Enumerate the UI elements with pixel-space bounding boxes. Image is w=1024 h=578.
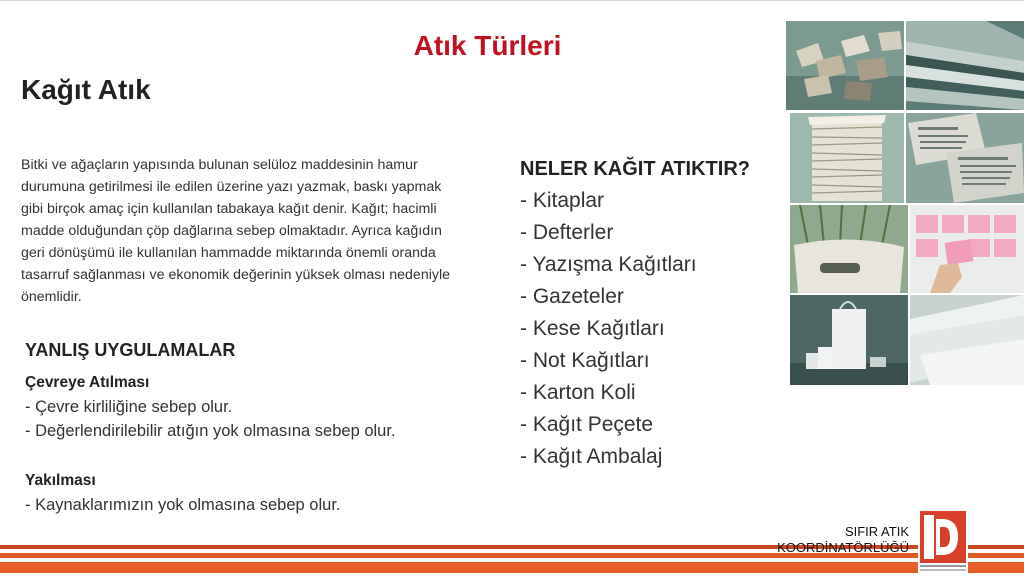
sticky-notes-image (910, 205, 1024, 293)
section-heading: Kağıt Atık (21, 74, 151, 105)
wrong-practices-heading: YANLIŞ UYGULAMALAR (25, 340, 236, 360)
newspapers-image (906, 113, 1024, 203)
littering-subheading: Çevreye Atılması (25, 374, 150, 391)
paragraph-line: tasarruf sağlanması ve ekonomik değerinin yüksek olması nedeniyle (21, 267, 450, 283)
paper-waste-item: - Yazışma Kağıtları (520, 253, 697, 276)
paragraph-line: durumuna getirilmesi ile edilen üzerine yazı yazmak, baskı yapmak (21, 179, 442, 195)
paper-waste-item: - Not Kağıtları (520, 349, 650, 372)
paper-waste-list (520, 158, 780, 473)
paper-waste-item: - Karton Koli (520, 381, 636, 404)
university-logo (918, 509, 968, 573)
paragraph-line: önemlidir. (21, 289, 82, 305)
description-paragraph (21, 154, 491, 308)
top-divider (0, 0, 1024, 1)
paper-waste-heading: NELER KAĞIT ATIKTIR? (520, 158, 750, 180)
paper-waste-item: - Defterler (520, 221, 614, 244)
paper-image-collage (786, 21, 1024, 385)
paragraph-line: geri dönüşümü ile kullanılan hammadde miktarında önemli oranda (21, 245, 436, 261)
coordination-label (777, 524, 909, 556)
burning-item: - Kaynaklarımızın yok olmasına sebep olur. (25, 496, 341, 514)
paper-bag-cups-image (790, 295, 908, 385)
cotton-basket-image (790, 205, 908, 293)
slide-title: Atık Türleri (413, 30, 562, 61)
burning-subheading: Yakılması (25, 472, 96, 489)
paragraph-line: Bitki ve ağaçların yapısında bulunan selüloz maddesinin hamur (21, 157, 418, 173)
littering-item: - Çevre kirliliğine sebep olur. (25, 398, 233, 416)
stacked-magazines-image (906, 21, 1024, 110)
paper-waste-item: - Kitaplar (520, 189, 605, 212)
paragraph-line: gibi birçok amaç için kullanılan tabakaya kağıt denir. Kağıt; hacimli (21, 201, 437, 217)
paper-waste-item: - Kağıt Peçete (520, 413, 654, 436)
paper-waste-item: - Kağıt Ambalaj (520, 445, 663, 468)
coordination-line1: SIFIR ATIK (844, 524, 909, 539)
paper-waste-item: - Kese Kağıtları (520, 317, 665, 340)
wrong-practices-section (25, 340, 495, 517)
paragraph-line: madde olduğundan çöp dağlarına sebep olmaktadır. Ayrıca kağıdın (21, 223, 442, 239)
coordination-line2: KOORDİNATÖRLÜĞÜ (777, 540, 909, 555)
paper-waste-item: - Gazeteler (520, 285, 624, 308)
crumpled-paper-image (786, 21, 904, 110)
paper-stack-image (790, 113, 904, 203)
blank-paper-image (910, 295, 1024, 385)
littering-item: - Değerlendirilebilir atığın yok olmasına sebep olur. (25, 422, 396, 440)
